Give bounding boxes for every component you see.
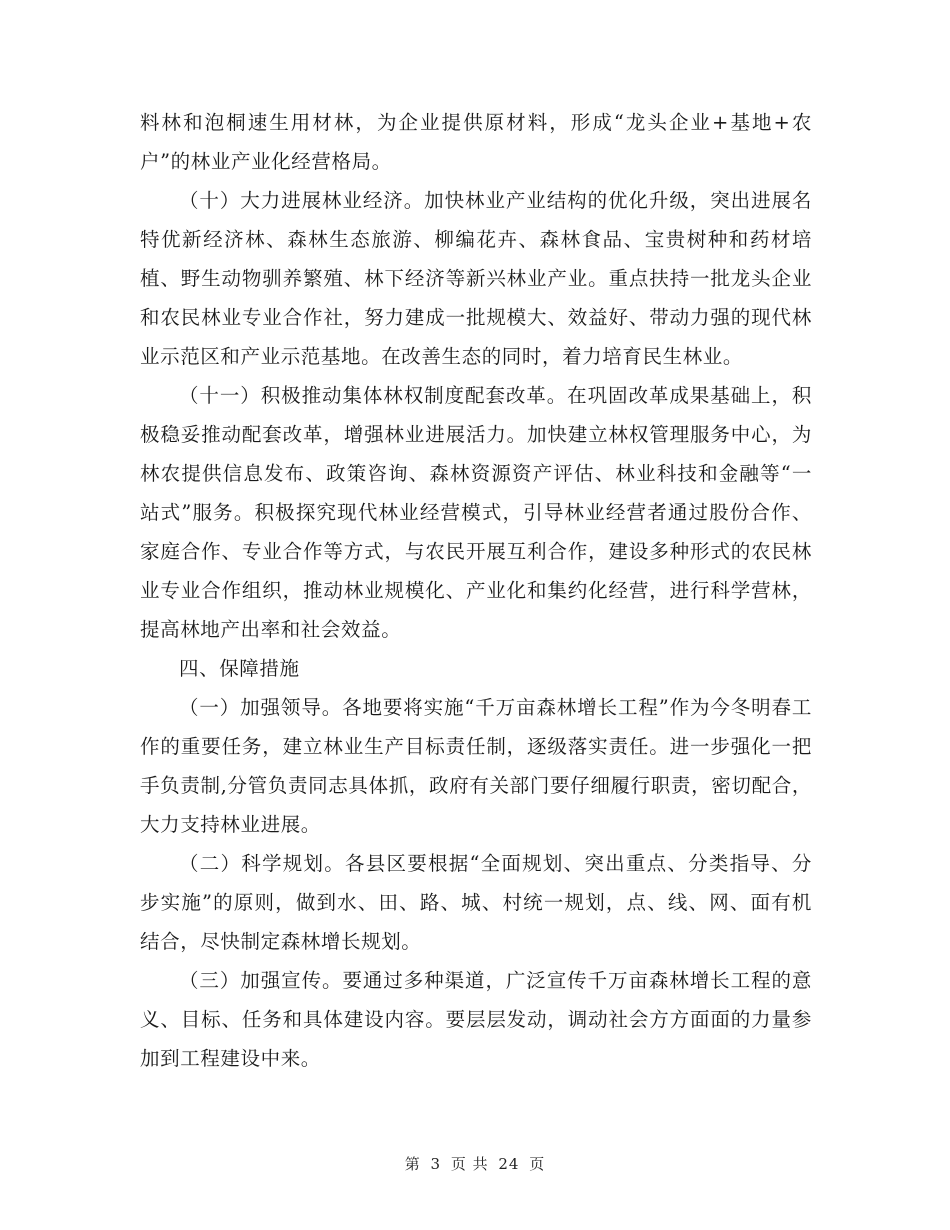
page-footer: [0, 1153, 950, 1174]
paragraph-3: （十一）积极推动集体林权制度配套改革。在巩固改革成果基础上，积极稳妥推动配套改革，增强林业进展活力。加快建立林权管理服务中心，为林农提供信息发布、政策咨询、森林资源资产评估、林业科技和金融等“一站式”服务。积极探究现代林业经营模式，引导林业经营者通过股份合作、家庭合作、专业合作等方式，与农民开展互利合作，建设多种形式的农民林业专业合作组织，推动林业规模化、产业化和集约化经营，进行科学营林，提高林地产出率和社会效益。: [140, 384, 812, 641]
paragraph-6: （二）科学规划。各县区要根据“全面规划、突出重点、分类指导、分步实施”的原则，做到水、田、路、城、村统一规划，点、线、网、面有机结合，尽快制定森林增长规划。: [140, 852, 812, 953]
footer-suffix: 页: [529, 1155, 546, 1173]
paragraph-2: （十）大力进展林业经济。加快林业产业结构的优化升级，突出进展名特优新经济林、森林生态旅游、柳编花卉、森林食品、宝贵树种和药材培植、野生动物驯养繁殖、林下经济等新兴林业产业。重点扶持一批龙头企业和农民林业专业合作社，努力建成一批规模大、效益好、带动力强的现代林业示范区和产业示范基地。在改善生态的同时，着力培育民生林业。: [140, 189, 812, 368]
footer-prefix: 第: [404, 1155, 421, 1173]
section-heading: 四、保障措施: [179, 657, 300, 680]
footer-middle: 页 共: [450, 1155, 489, 1173]
footer-total-pages: 24: [498, 1155, 520, 1173]
paragraph-1: 料林和泡桐速生用材林，为企业提供原材料，形成“龙头企业+基地+农户”的林业产业化经营格局。: [140, 111, 812, 173]
paragraph-5: （一）加强领导。各地要将实施“千万亩森林增长工程”作为今冬明春工作的重要任务，建立林业生产目标责任制，逐级落实责任。进一步强化一把手负责制,分管负责同志具体抓，政府有关部门要仔细履行职责，密切配合，大力支持林业进展。: [140, 696, 812, 836]
footer-page-number: 3: [430, 1155, 442, 1173]
document-body: [140, 103, 812, 1078]
paragraph-7: （三）加强宣传。要通过多种渠道，广泛宣传千万亩森林增长工程的意义、目标、任务和具体建设内容。要层层发动，调动社会方方面面的力量参加到工程建设中来。: [140, 969, 812, 1070]
